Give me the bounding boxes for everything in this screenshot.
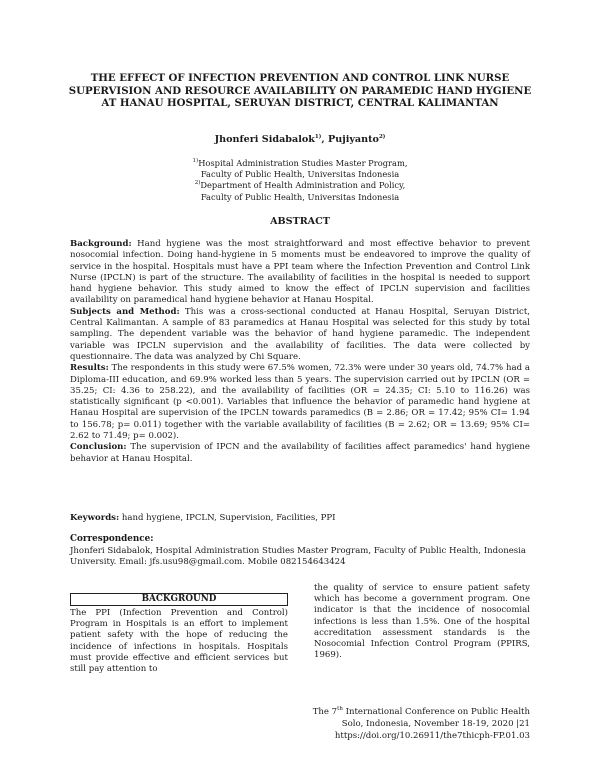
abstract-results: Results: The respondents in this study were 67.5% women, 72.3% were under 30 years old, 74.7% had a Diploma-III education, and 69.9% worked less than 5 years. The supervision carried out by IPCLN (OR = 35.25; CI: 4.36 to 258.22), and the availability of facilities (OR = 24.35; CI: 5.10 to 116.26) was statistically significant (p <0.001). Variables that influence the behavior of paramedic hand hygiene at Hanau Hospital are supervision of the IPCLN towards paramedics (B = 2.86; OR = 17.42; 95% CI= 1.94 to 156.78; p= 0.011) together with the variable availability of facilities (B = 2.62; OR = 13.69; 95% CI= 2.62 to 71.49; p= 0.002). [70, 363, 530, 442]
keywords-text: hand hygiene, IPCLN, Supervision, Facilities, PPI [119, 513, 336, 523]
abstract-conclusion: Conclusion: The supervision of IPCN and the availability of facilities affect paramedics' hand hygiene behavior at Hanau Hospital. [70, 442, 530, 464]
abstract-methods: Subjects and Method: This was a cross-sectional conducted at Hanau Hospital, Seruyan District, Central Kalimantan. A sample of 83 paramedics at Hanau Hospital was selected for this study by total sampling. The dependent variable was the behavior of hand hygiene paramedic. The independent variable was IPCLN supervision and the availability of facilities. The data were collected by questionnaire. The data was analyzed by Chi Square. [70, 306, 530, 362]
background-heading: BACKGROUND [70, 593, 288, 606]
author-2-affiliation-mark: 2) [378, 133, 386, 140]
affiliation-1-line-1: $^{1)}$Hospital Administration Studies Master Program, [192, 158, 408, 168]
abstract-background: Background: Hand hygiene was the most straightforward and most effective behavior to prevent nosocomial infection. Doing hand-hygiene in 5 moments must be endeavored to improve the quality of service in the hospital. Hospitals must have a PPI team where the Infection Prevention and Control Link Nurse (IPCLN) is part of the structure. The availability of facilities in the hospital is needed to support hand hygiene behavior. This study aimed to know the effect of IPCLN supervision and facilities availability on paramedical hand hygiene behavior at Hanau Hospital. [70, 239, 530, 306]
affiliation-2-line-1: $^{2)}$Department of Health Administration and Policy, [194, 180, 406, 191]
correspondence-text: Jhonferi Sidabalok, Hospital Administration Studies Master Program, Faculty of Public Health, Indonesia University. Email: jfs.usu98@gmail.com. Mobile 082154643424 [70, 546, 527, 568]
keywords-label: Keywords: [70, 513, 120, 523]
author-2: Pujiyanto [328, 134, 379, 145]
abstract-body [70, 239, 530, 465]
affiliation-2-line-2: Faculty of Public Health, Universitas Indonesia [200, 191, 400, 202]
author-1-affiliation-mark: 1) [314, 133, 322, 140]
author-separator: , [321, 134, 329, 145]
correspondence-heading: Correspondence: [70, 534, 154, 544]
author-1: Jhonferi Sidabalok [214, 134, 315, 145]
footer-location-line: Solo, Indonesia, November 18-19, 2020 |21 [341, 718, 530, 729]
abstract-heading: ABSTRACT [270, 216, 330, 227]
affiliations [0, 158, 600, 203]
background-column-left: The PPI (Infection Prevention and Control) Program in Hospitals is an effort to implement patient safety with the hope of reducing the incidence of infections in hospitals. Hospitals must provide effective and efficient services but still pay attention to [70, 608, 288, 675]
footer-doi-link[interactable]: https://doi.org/10.26911/the7thicph-FP.01.03 [334, 730, 530, 741]
affiliation-1-line-2: Faculty of Public Health, Universitas Indonesia [200, 169, 400, 180]
background-column-right: the quality of service to ensure patient safety which has become a government program. One indicator is that the incidence of nosocomial infections is less than 1.5%. One of the hospital accreditation assessment standards is the Nosocomial Infection Control Program (PPIRS, 1969). [314, 583, 530, 661]
keywords [70, 513, 530, 524]
footer-conference-line: The 7th International Conference on Public Health [312, 706, 530, 717]
paper-title: THE EFFECT OF INFECTION PREVENTION AND CONTROL LINK NURSE SUPERVISION AND RESOURCE AVAILABILITY ON PARAMEDIC HAND HYGIENE AT HANAU HOSPITAL, SERUYAN DISTRICT, CENTRAL KALIMANTAN [68, 72, 532, 110]
conference-footer [313, 707, 530, 742]
authors-line [0, 134, 600, 145]
